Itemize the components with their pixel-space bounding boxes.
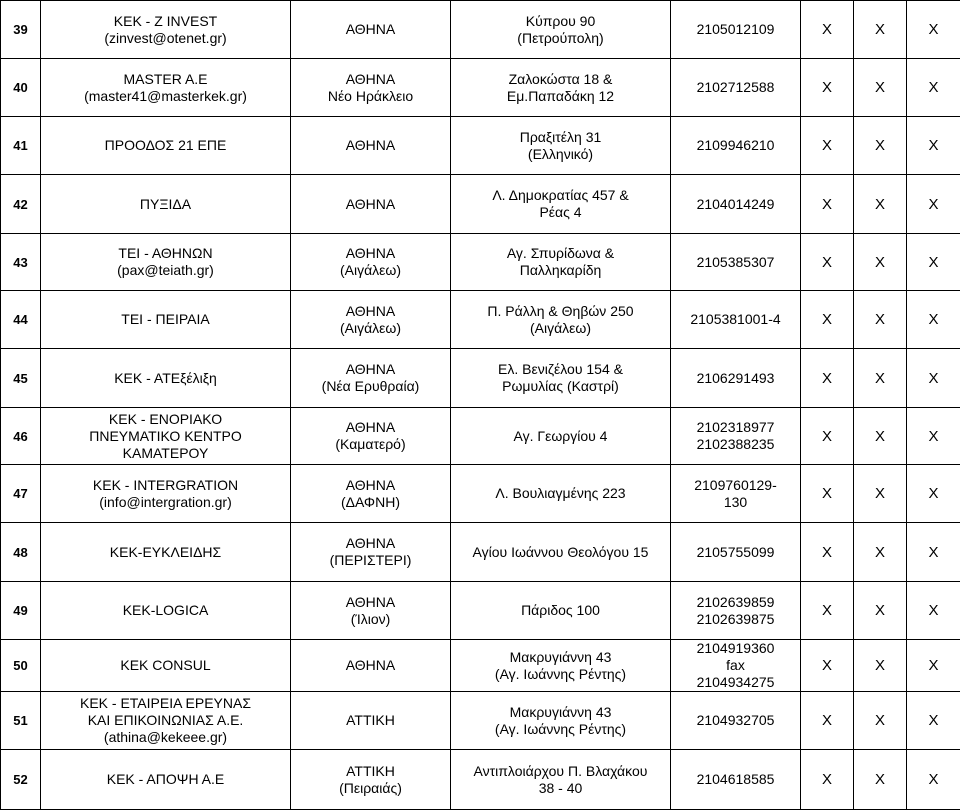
- phone-line: 2105385307: [673, 254, 798, 271]
- mark-cell-2: X: [854, 59, 907, 117]
- mark-cell-2: X: [854, 582, 907, 640]
- mark-cell-2: X: [854, 234, 907, 291]
- phone-cell: [671, 234, 801, 291]
- mark-cell-3: X: [907, 640, 960, 692]
- city-line: (ΠΕΡΙΣΤΕΡΙ): [293, 552, 448, 569]
- city-cell: [291, 640, 451, 692]
- address-line: Πραξιτέλη 31: [453, 129, 668, 146]
- provider-name-line: (master41@masterkek.gr): [43, 88, 288, 105]
- mark-cell-2: X: [854, 640, 907, 692]
- mark-cell-3: X: [907, 523, 960, 582]
- provider-name-line: ΚΕΚ - Ζ INVEST: [43, 13, 288, 30]
- row-number-cell: 40: [1, 59, 41, 117]
- provider-name-cell: [41, 175, 291, 234]
- address-line: (Πετρούπολη): [453, 30, 668, 47]
- table-row: [1, 640, 960, 692]
- phone-cell: [671, 582, 801, 640]
- address-cell: [451, 692, 671, 750]
- city-line: ΑΘΗΝΑ: [293, 657, 448, 674]
- mark-cell-3: X: [907, 750, 960, 810]
- table-row: [1, 175, 960, 234]
- city-line: ΑΘΗΝΑ: [293, 419, 448, 436]
- provider-name-line: ΚΕΚ-ΕΥΚΛΕΙΔΗΣ: [43, 544, 288, 561]
- mark-cell-1: X: [801, 59, 854, 117]
- mark-cell-2: X: [854, 408, 907, 465]
- address-line: Αγ. Γεωργίου 4: [453, 428, 668, 445]
- table-row: [1, 349, 960, 408]
- city-line: (Αιγάλεω): [293, 262, 448, 279]
- city-line: ΑΤΤΙΚΗ: [293, 763, 448, 780]
- city-line: ΑΘΗΝΑ: [293, 535, 448, 552]
- provider-name-line: (pax@teiath.gr): [43, 262, 288, 279]
- address-cell: [451, 465, 671, 523]
- address-line: Μακρυγιάννη 43: [453, 704, 668, 721]
- address-line: (Ελληνικό): [453, 146, 668, 163]
- address-cell: [451, 408, 671, 465]
- row-number-cell: 44: [1, 291, 41, 349]
- provider-name-cell: [41, 117, 291, 175]
- phone-line: 2102639859: [673, 594, 798, 611]
- phone-line: 2109946210: [673, 137, 798, 154]
- city-cell: [291, 523, 451, 582]
- provider-name-cell: [41, 692, 291, 750]
- phone-cell: [671, 1, 801, 59]
- provider-name-line: ΚΕΚ CONSUL: [43, 657, 288, 674]
- row-number-cell: 46: [1, 408, 41, 465]
- address-line: Πάριδος 100: [453, 602, 668, 619]
- city-cell: [291, 175, 451, 234]
- city-cell: [291, 582, 451, 640]
- mark-cell-2: X: [854, 117, 907, 175]
- phone-line: 2109760129-: [673, 477, 798, 494]
- city-cell: [291, 59, 451, 117]
- provider-name-line: ΚΑΜΑΤΕΡΟΥ: [43, 445, 288, 462]
- address-line: Λ. Βουλιαγμένης 223: [453, 485, 668, 502]
- address-line: Ρέας 4: [453, 204, 668, 221]
- phone-line: 2104932705: [673, 712, 798, 729]
- row-number-cell: 39: [1, 1, 41, 59]
- mark-cell-1: X: [801, 692, 854, 750]
- mark-cell-1: X: [801, 523, 854, 582]
- mark-cell-1: X: [801, 175, 854, 234]
- city-line: (ΔΑΦΝΗ): [293, 494, 448, 511]
- phone-line: 2106291493: [673, 370, 798, 387]
- city-line: (Νέα Ερυθραία): [293, 378, 448, 395]
- phone-cell: [671, 750, 801, 810]
- mark-cell-3: X: [907, 349, 960, 408]
- address-cell: [451, 640, 671, 692]
- phone-cell: [671, 408, 801, 465]
- city-line: (Ίλιον): [293, 611, 448, 628]
- city-cell: [291, 234, 451, 291]
- phone-cell: [671, 59, 801, 117]
- address-cell: [451, 175, 671, 234]
- city-cell: [291, 692, 451, 750]
- mark-cell-2: X: [854, 349, 907, 408]
- address-line: Εμ.Παπαδάκη 12: [453, 88, 668, 105]
- city-line: ΑΘΗΝΑ: [293, 137, 448, 154]
- address-line: Παλληκαρίδη: [453, 262, 668, 279]
- address-cell: [451, 750, 671, 810]
- provider-name-cell: [41, 465, 291, 523]
- table-row: [1, 582, 960, 640]
- city-line: ΑΤΤΙΚΗ: [293, 712, 448, 729]
- provider-name-cell: [41, 59, 291, 117]
- row-number-cell: 41: [1, 117, 41, 175]
- provider-name-line: ΚΕΚ-LOGICA: [43, 602, 288, 619]
- provider-name-line: (info@intergration.gr): [43, 494, 288, 511]
- address-line: Αντιπλοιάρχου Π. Βλαχάκου: [453, 763, 668, 780]
- address-line: 38 - 40: [453, 780, 668, 797]
- row-number-cell: 45: [1, 349, 41, 408]
- row-number-cell: 51: [1, 692, 41, 750]
- provider-name-line: (athina@kekeee.gr): [43, 729, 288, 746]
- table-row: [1, 59, 960, 117]
- phone-line: 2104934275: [673, 674, 798, 691]
- provider-name-cell: [41, 582, 291, 640]
- mark-cell-3: X: [907, 117, 960, 175]
- address-cell: [451, 291, 671, 349]
- row-number-cell: 48: [1, 523, 41, 582]
- address-cell: [451, 523, 671, 582]
- provider-name-line: ΤΕΙ - ΠΕΙΡΑΙΑ: [43, 311, 288, 328]
- table-row: [1, 750, 960, 810]
- provider-name-line: ΚΕΚ - ΑΤΕξέλιξη: [43, 370, 288, 387]
- phone-cell: [671, 175, 801, 234]
- address-line: Αγ. Σπυρίδωνα &: [453, 245, 668, 262]
- phone-cell: [671, 523, 801, 582]
- address-line: (Αγ. Ιωάννης Ρέντης): [453, 666, 668, 683]
- provider-name-line: ΤΕΙ - ΑΘΗΝΩΝ: [43, 245, 288, 262]
- mark-cell-3: X: [907, 465, 960, 523]
- mark-cell-1: X: [801, 640, 854, 692]
- provider-name-cell: [41, 523, 291, 582]
- mark-cell-3: X: [907, 692, 960, 750]
- phone-cell: [671, 291, 801, 349]
- mark-cell-1: X: [801, 465, 854, 523]
- address-line: Ρωμυλίας (Καστρί): [453, 378, 668, 395]
- address-line: Λ. Δημοκρατίας 457 &: [453, 187, 668, 204]
- address-line: (Αγ. Ιωάννης Ρέντης): [453, 721, 668, 738]
- phone-line: 2102639875: [673, 611, 798, 628]
- mark-cell-1: X: [801, 750, 854, 810]
- provider-name-cell: [41, 349, 291, 408]
- city-line: ΑΘΗΝΑ: [293, 594, 448, 611]
- city-line: (Καματερό): [293, 436, 448, 453]
- city-line: ΑΘΗΝΑ: [293, 477, 448, 494]
- city-line: (Πειραιάς): [293, 780, 448, 797]
- mark-cell-2: X: [854, 523, 907, 582]
- phone-line: 2104014249: [673, 196, 798, 213]
- table-row: [1, 1, 960, 59]
- city-line: ΑΘΗΝΑ: [293, 303, 448, 320]
- phone-line: 2105755099: [673, 544, 798, 561]
- table-row: [1, 408, 960, 465]
- mark-cell-3: X: [907, 291, 960, 349]
- provider-name-line: (zinvest@otenet.gr): [43, 30, 288, 47]
- phone-line: fax: [673, 657, 798, 674]
- mark-cell-2: X: [854, 1, 907, 59]
- provider-name-cell: [41, 408, 291, 465]
- phone-line: 130: [673, 494, 798, 511]
- row-number-cell: 52: [1, 750, 41, 810]
- mark-cell-1: X: [801, 1, 854, 59]
- row-number-cell: 47: [1, 465, 41, 523]
- city-line: ΑΘΗΝΑ: [293, 21, 448, 38]
- address-cell: [451, 1, 671, 59]
- mark-cell-3: X: [907, 1, 960, 59]
- mark-cell-2: X: [854, 465, 907, 523]
- table-row: [1, 465, 960, 523]
- mark-cell-3: X: [907, 175, 960, 234]
- address-line: Ελ. Βενιζέλου 154 &: [453, 361, 668, 378]
- row-number-cell: 50: [1, 640, 41, 692]
- phone-cell: [671, 640, 801, 692]
- address-line: Κύπρου 90: [453, 13, 668, 30]
- address-line: (Αιγάλεω): [453, 320, 668, 337]
- city-line: ΑΘΗΝΑ: [293, 245, 448, 262]
- city-line: Νέο Ηράκλειο: [293, 88, 448, 105]
- mark-cell-2: X: [854, 692, 907, 750]
- mark-cell-1: X: [801, 349, 854, 408]
- address-line: Μακρυγιάννη 43: [453, 649, 668, 666]
- provider-name-cell: [41, 234, 291, 291]
- address-cell: [451, 582, 671, 640]
- mark-cell-3: X: [907, 408, 960, 465]
- mark-cell-2: X: [854, 291, 907, 349]
- table-row: [1, 523, 960, 582]
- phone-line: 2105381001-4: [673, 311, 798, 328]
- phone-cell: [671, 349, 801, 408]
- city-cell: [291, 750, 451, 810]
- table-row: [1, 234, 960, 291]
- mark-cell-1: X: [801, 117, 854, 175]
- provider-name-cell: [41, 1, 291, 59]
- address-line: Π. Ράλλη & Θηβών 250: [453, 303, 668, 320]
- table-row: [1, 692, 960, 750]
- provider-name-line: MASTER A.E: [43, 71, 288, 88]
- provider-name-line: ΚΕΚ - ΑΠΟΨΗ Α.Ε: [43, 771, 288, 788]
- provider-name-line: ΚΕΚ - ΕΝΟΡΙΑΚΟ: [43, 411, 288, 428]
- address-line: Αγίου Ιωάννου Θεολόγου 15: [453, 544, 668, 561]
- provider-name-cell: [41, 750, 291, 810]
- provider-name-line: ΚΑΙ ΕΠΙΚΟΙΝΩΝΙΑΣ Α.Ε.: [43, 712, 288, 729]
- phone-cell: [671, 692, 801, 750]
- table-row: [1, 117, 960, 175]
- address-cell: [451, 234, 671, 291]
- table-body: [1, 1, 960, 810]
- mark-cell-3: X: [907, 234, 960, 291]
- city-line: ΑΘΗΝΑ: [293, 196, 448, 213]
- provider-name-line: ΠΡΟΟΔΟΣ 21 ΕΠΕ: [43, 137, 288, 154]
- mark-cell-3: X: [907, 59, 960, 117]
- city-line: ΑΘΗΝΑ: [293, 71, 448, 88]
- mark-cell-1: X: [801, 234, 854, 291]
- provider-name-cell: [41, 640, 291, 692]
- phone-cell: [671, 117, 801, 175]
- city-cell: [291, 408, 451, 465]
- mark-cell-2: X: [854, 750, 907, 810]
- mark-cell-1: X: [801, 408, 854, 465]
- address-cell: [451, 349, 671, 408]
- mark-cell-1: X: [801, 291, 854, 349]
- row-number-cell: 42: [1, 175, 41, 234]
- table-row: [1, 291, 960, 349]
- phone-line: 2104919360: [673, 640, 798, 657]
- address-cell: [451, 117, 671, 175]
- phone-line: 2102712588: [673, 79, 798, 96]
- provider-name-line: ΠΥΞΙΔΑ: [43, 196, 288, 213]
- phone-line: 2102388235: [673, 436, 798, 453]
- city-cell: [291, 349, 451, 408]
- city-cell: [291, 117, 451, 175]
- city-line: (Αιγάλεω): [293, 320, 448, 337]
- phone-line: 2105012109: [673, 21, 798, 38]
- city-cell: [291, 465, 451, 523]
- phone-line: 2102318977: [673, 419, 798, 436]
- mark-cell-1: X: [801, 582, 854, 640]
- row-number-cell: 43: [1, 234, 41, 291]
- address-cell: [451, 59, 671, 117]
- mark-cell-3: X: [907, 582, 960, 640]
- provider-name-line: ΚΕΚ - INTERGRATION: [43, 477, 288, 494]
- row-number-cell: 49: [1, 582, 41, 640]
- address-line: Ζαλοκώστα 18 &: [453, 71, 668, 88]
- city-cell: [291, 1, 451, 59]
- phone-cell: [671, 465, 801, 523]
- provider-name-line: ΚΕΚ - ΕΤΑΙΡΕΙΑ ΕΡΕΥΝΑΣ: [43, 695, 288, 712]
- city-line: ΑΘΗΝΑ: [293, 361, 448, 378]
- mark-cell-2: X: [854, 175, 907, 234]
- city-cell: [291, 291, 451, 349]
- provider-name-line: ΠΝΕΥΜΑΤΙΚΟ ΚΕΝΤΡΟ: [43, 428, 288, 445]
- phone-line: 2104618585: [673, 771, 798, 788]
- provider-name-cell: [41, 291, 291, 349]
